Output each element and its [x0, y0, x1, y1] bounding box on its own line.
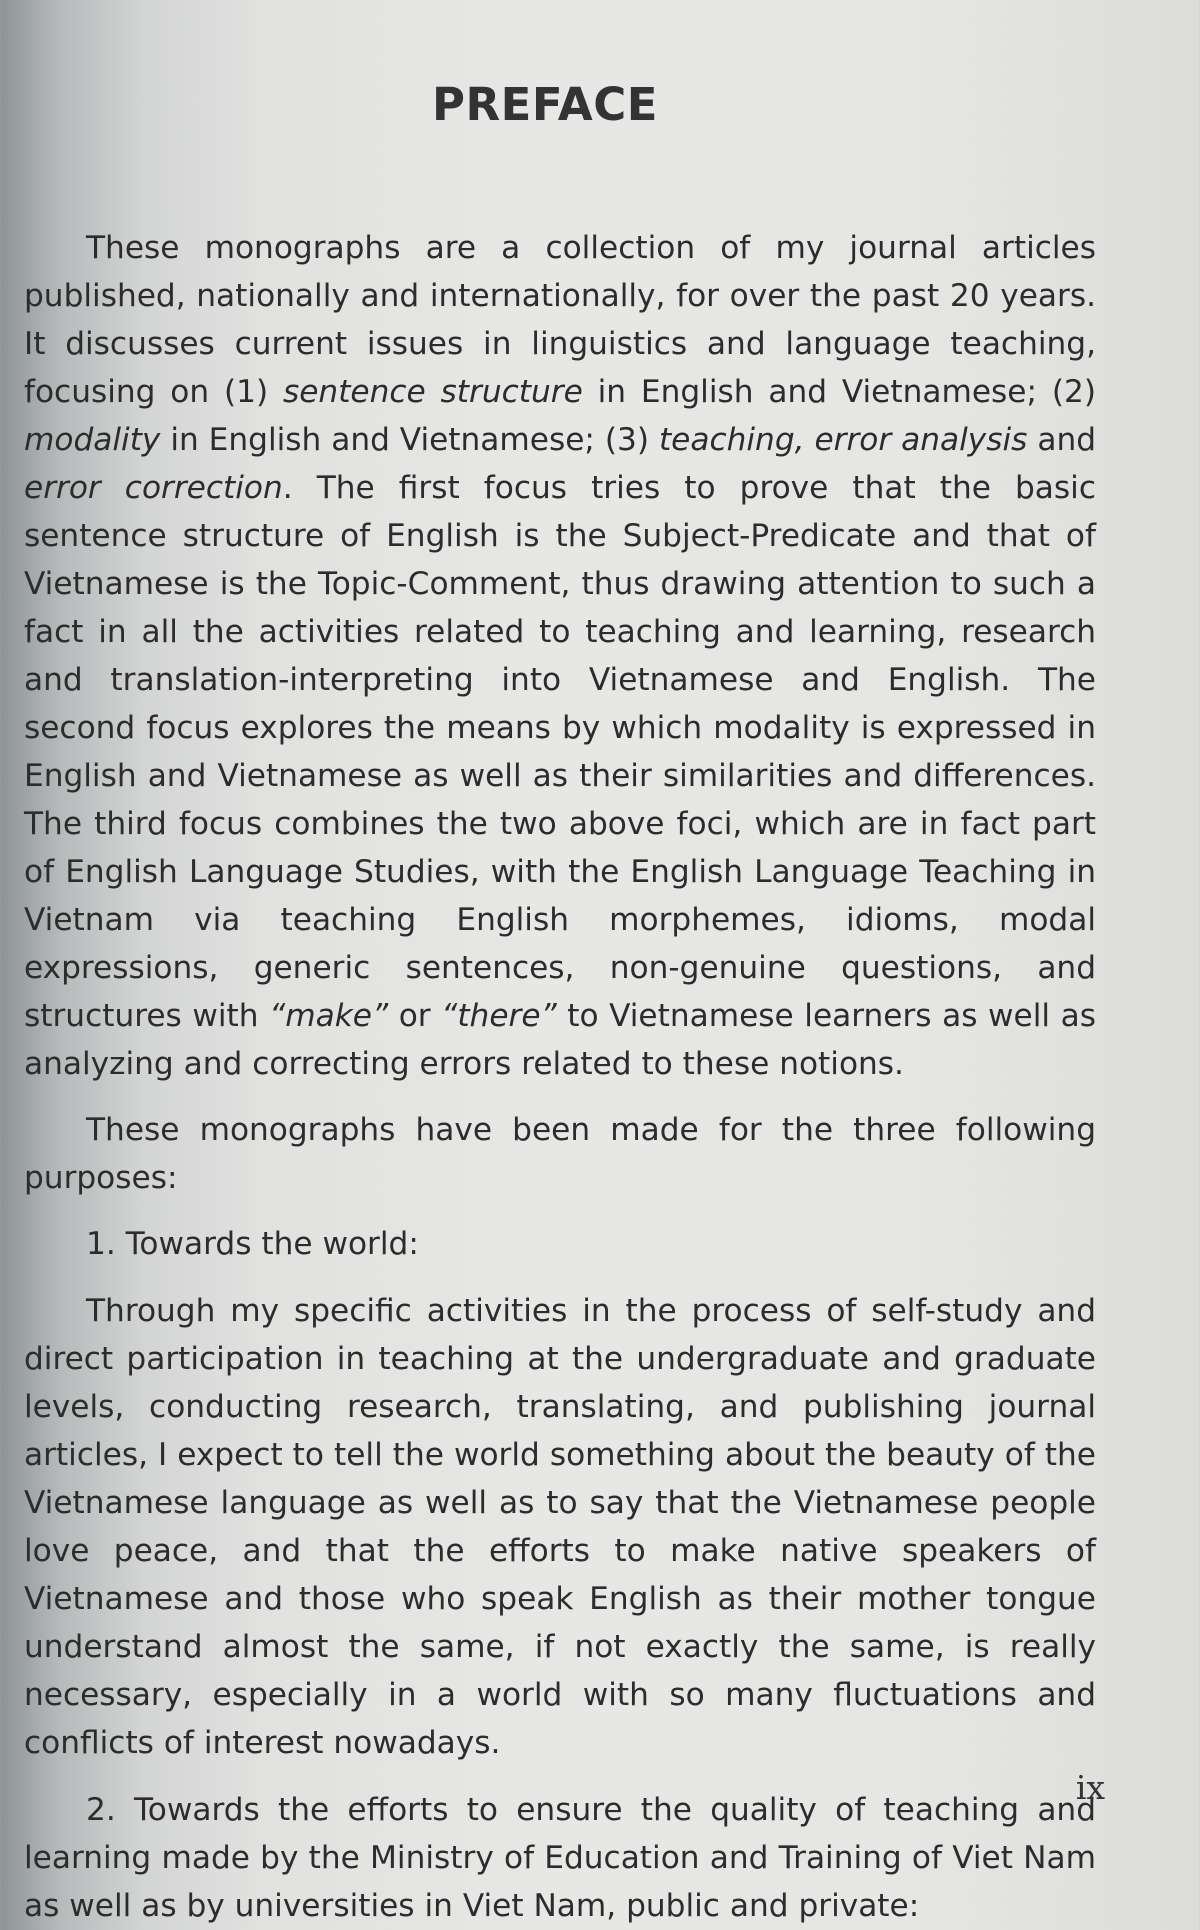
italic-term: “make” — [269, 998, 389, 1034]
italic-term: error correction — [24, 470, 283, 506]
text-run: or — [388, 998, 442, 1034]
italic-term: sentence structure — [283, 374, 583, 410]
page-title: PREFACE — [431, 78, 659, 131]
paragraph-purposes: These monographs have been made for the three following purposes: — [24, 1112, 1096, 1196]
text-run: in English and Vietnamese; (2) — [582, 374, 1096, 410]
text-run: . The first focus tries to prove that the basic sentence structure of English is the Subject-Predicate and that of Vietnamese is the Topic-Comment, thus drawing attention to such a fact in all the activities related to teaching and learning, research and translation-interpreting into Vietnamese and English. The second focus explores the means by which modality is expressed in English and Vietnamese as well as their similarities and differences. The third focus combines the two above foci, which are in fact part of English Language Studies, with the English Language Teaching in Vietnam via teaching English morphemes, idioms, modal expressions, generic sentences, non-genuine questions, and structures with — [24, 470, 1096, 1034]
text-run: These monographs are a collection of my journal articles published, nationally and internationally, for over the past 20 years. It discusses current issues in linguistics and language teaching, focusing on (1) — [24, 230, 1096, 410]
italic-term: modality — [24, 422, 161, 458]
body-text — [24, 224, 1096, 1930]
paragraph-world: Through my specific activities in the process of self-study and direct participation in teaching at the undergraduate and graduate levels, conducting research, translating, and publishing journal articles, I expect to tell the world something about the beauty of the Vietnamese language as well as to say that the Vietnamese people love peace, and that the efforts to make native speakers of Vietnamese and those who speak English as their mother tongue understand almost the same, if not exactly the same, is really necessary, especially in a world with so many fluctuations and conflicts of interest nowadays. — [24, 1293, 1096, 1761]
paragraph-quality: 2. Towards the efforts to ensure the quality of teaching and learning made by the Ministry of Education and Training of Viet Nam as well as by universities in Viet Nam, public and private: — [24, 1792, 1096, 1924]
text-run: in English and Vietnamese; (3) — [160, 422, 659, 458]
italic-term: teaching, error analysis — [658, 422, 1028, 458]
paragraph-intro — [24, 224, 1096, 1088]
page-number: ix — [1075, 1768, 1105, 1807]
text-run: and — [1027, 422, 1097, 458]
section-heading-world: 1. Towards the world: — [86, 1226, 419, 1262]
italic-term: “there” — [441, 998, 557, 1034]
text-run: to Vietnamese learners as well as analyzing and correcting errors related to these notions. — [24, 998, 1096, 1082]
